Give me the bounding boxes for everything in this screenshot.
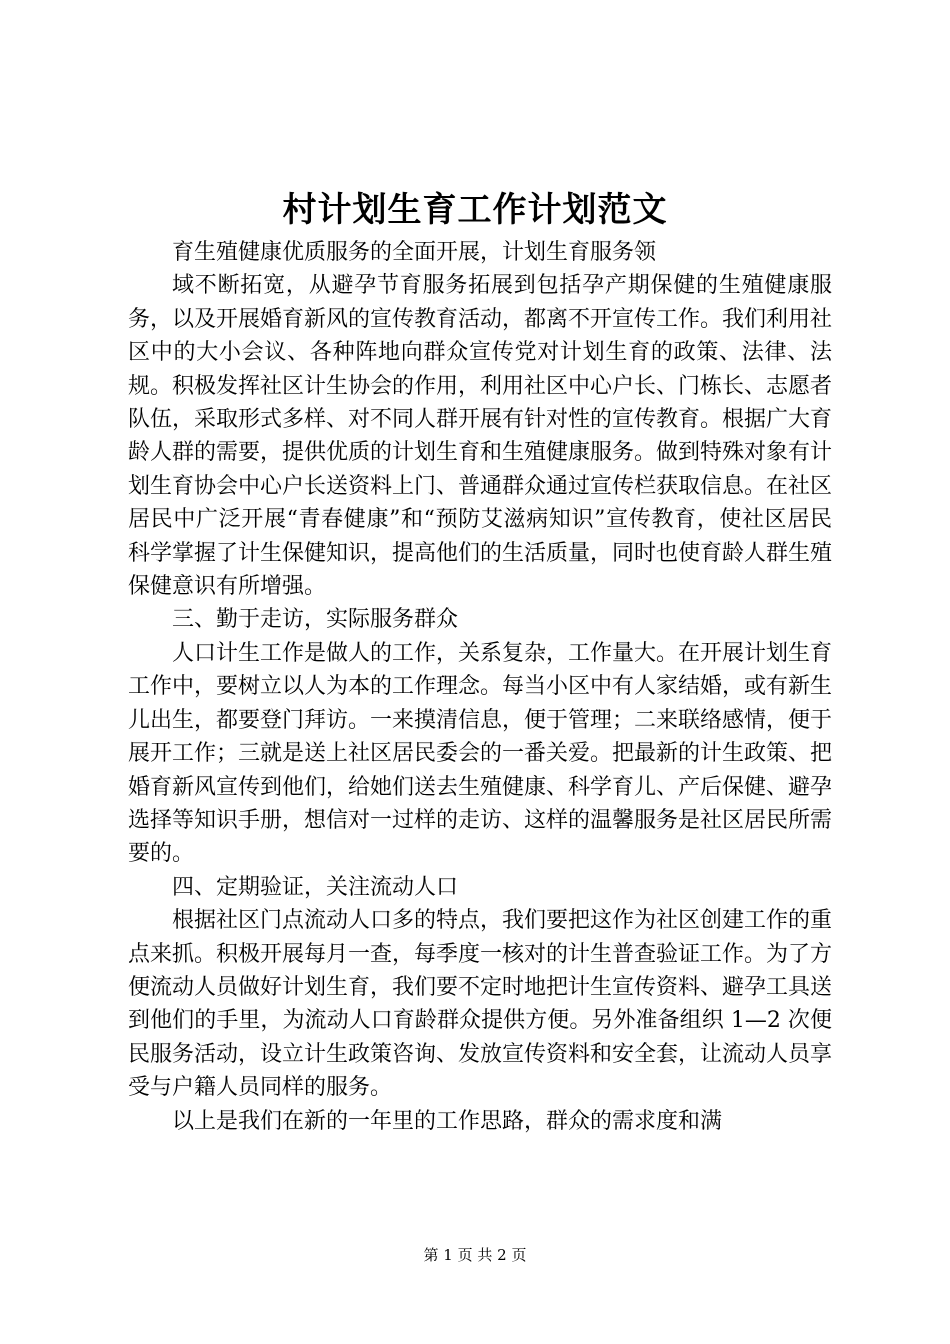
page-footer: 第 1 页 共 2 页 bbox=[423, 1246, 527, 1264]
section-heading: 四、定期验证，关注流动人口 bbox=[172, 874, 459, 900]
paragraph: 育生殖健康优质服务的全面开展，计划生育服务领 bbox=[172, 240, 657, 265]
paragraph: 以上是我们在新的一年里的工作思路，群众的需求度和满 bbox=[172, 1108, 723, 1134]
paragraph: 人口计生工作是做人的工作，关系复杂，工作量大。在开展计划生育工作中，要树立以人为本的工作理念。每当小区中有人家结婚，或有新生儿出生，都要登门拜访。一来摸清信息，便于管理；二来联络感情，便于展开工作；三就是送上社区居民委会的一番关爱。把最新的计生政策、把婚育新风宣传到他们，给她们送去生殖健康、科学育儿、产后保健、避孕选择等知识手册，想信对一过样的走访、这样的温馨服务是社区居民所需要的。 bbox=[128, 640, 833, 867]
paragraph: 根据社区门点流动人口多的特点，我们要把这作为社区创建工作的重点来抓。积极开展每月一查，每季度一核对的计生普查验证工作。为了方便流动人员做好计划生育，我们要不定时地把计生宣传资料、避孕工具送到他们的手里，为流动人口育龄群众提供方便。另外准备组织 1—2 次便民服务活动，设立计生政策咨询、发放宣传资料和安全套，让流动人员享受与户籍人员同样的服务。 bbox=[128, 908, 833, 1101]
section-heading: 三、勤于走访，实际服务群众 bbox=[172, 607, 459, 633]
document-title: 村计划生育工作计划范文 bbox=[282, 190, 668, 230]
paragraph: 域不断拓宽，从避孕节育服务拓展到包括孕产期保健的生殖健康服务，以及开展婚育新风的宣传教育活动，都离不开宣传工作。我们利用社区中的大小会议、各种阵地向群众宣传党对计划生育的政策、法律、法规。积极发挥社区计生协会的作用，利用社区中心户长、门栋长、志愿者队伍，采取形式多样、对不同人群开展有针对性的宣传教育。根据广大育龄人群的需要，提供优质的计划生育和生殖健康服务。做到特殊对象有计划生育协会中心户长送资料上门、普通群众通过宣传栏获取信息。在社区居民中广泛开展“青春健康”和“预防艾滋病知识”宣传教育，使社区居民科学掌握了计生保健知识，提高他们的生活质量，同时也使育龄人群生殖保健意识有所增强。 bbox=[128, 273, 833, 600]
document-body bbox=[128, 236, 832, 1138]
